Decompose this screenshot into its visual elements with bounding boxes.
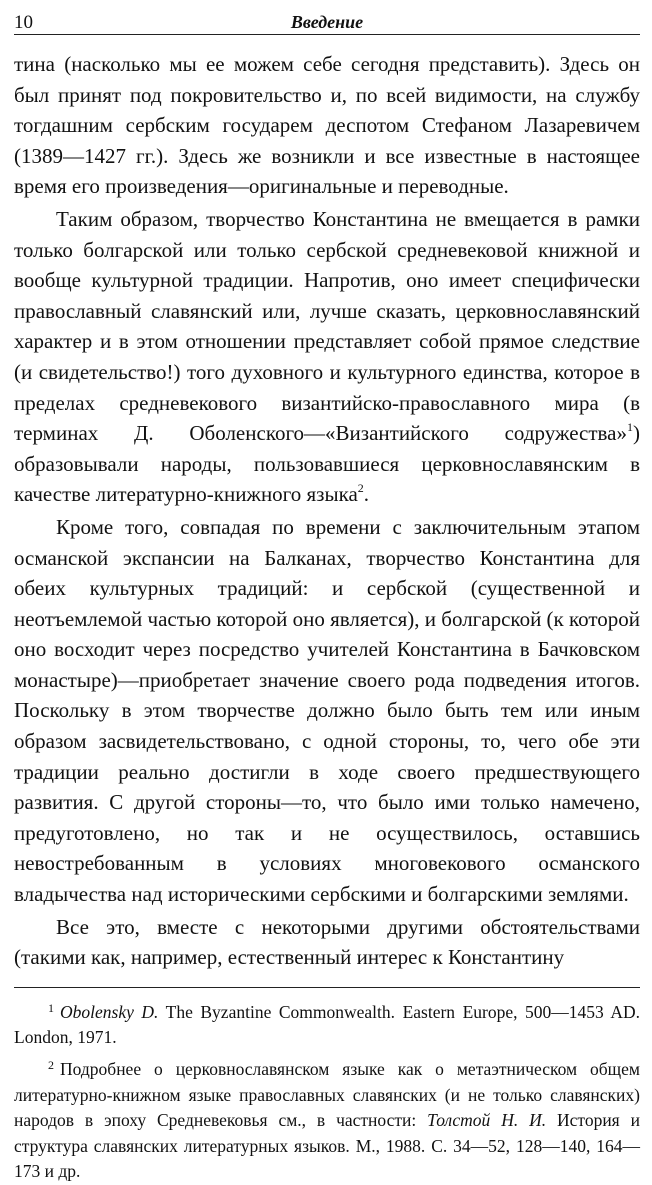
- footnote-ref-2[interactable]: 2: [357, 481, 364, 496]
- paragraph-1: тина (насколько мы ее можем себе сегодня представить). Здесь он был принят под покровительство и, по всей видимости, на службу тогдашним сербским государем деспотом Стефаном Лазаревичем (1389—1427 гг.). Здесь же возникли и все известные в настоящее время его произведения—оригинальные и переводные.: [14, 52, 640, 199]
- running-title: Введение: [290, 12, 364, 32]
- footnote-2-text-b: История и структура славянских литературных языков. М., 1988. С. 34—52, 128—140, 164—173 и др.: [14, 1110, 640, 1182]
- paragraph-2-text-b: ) образовывали народы, пользовавшиеся церковнославянским в качестве литературно-книжного языка: [14, 421, 640, 507]
- footnote-1-text: The Byzantine Commonwealth. Eastern Europe, 500—1453 AD. London, 1971.: [14, 1001, 640, 1048]
- book-page: [14, 6, 641, 1182]
- footnote-1-number: 1: [48, 1000, 54, 1015]
- footnote-2: [14, 1057, 640, 1185]
- paragraph-2-text-a: Таким образом, творчество Константина не вмещается в рамки только болгарской или только сербской средневековой книжной и вообще культурной традиции. Напротив, оно имеет специфически православный славянский или, лучше сказать, церковнославянский характер и в этом отношении представляет собой прямое следствие (и свидетельство!) того духовного и культурного единства, которое в пределах средневекового византийско-православного мира (в терминах Д. Оболенского—«Византийского содружества»: [14, 206, 640, 446]
- footnote-ref-1[interactable]: 1: [627, 420, 633, 435]
- page-header: [14, 6, 640, 35]
- footnote-2-number: 2: [48, 1058, 54, 1072]
- footnote-1-author: Obolensky D.: [60, 1001, 159, 1022]
- paragraph-3: Кроме того, совпадая по времени с заключительным этапом османской экспансии на Балканах, творчество Константина для обеих культурных традиций: и сербской (существенной и неотъемлемой частью которой оно является), и болгарской (к которой оно восходит через посредство учителей Константина в Бачковском монастыре)—приобретает значение своего рода подведения итогов. Поскольку в этом творчестве должно было быть тем или иным образом засвидетельствовано, с одной стороны, то, чего обе эти традиции реально достигли в ходе своего предшествующего развития. С другой стороны—то, что было ими только намечено, предуготовлено, но так и не осуществилось, оставшись невостребованным в условиях многовекового османского владычества над историческими сербскими и болгарскими землями.: [14, 514, 641, 907]
- paragraph-2-text-c: .: [363, 482, 370, 507]
- page-number: 10: [14, 12, 33, 33]
- footnote-2-text-a: Подробнее о церковнославянском языке как о метаэтническом общем литературно-книжном языке православных славянских (и не только славянских) народов в эпоху Средневековья см., в частности:: [14, 1059, 640, 1131]
- footnotes: [14, 1000, 640, 1185]
- main-text: [14, 49, 640, 973]
- footnote-1: [14, 1000, 640, 1051]
- footnote-2-author: Толстой Н. И.: [427, 1110, 547, 1131]
- footnote-divider: [14, 987, 640, 988]
- paragraph-4: Все это, вместе с некоторыми другими обстоятельствами (такими как, например, естественный интерес к Константину: [14, 914, 640, 970]
- paragraph-2: [14, 204, 640, 510]
